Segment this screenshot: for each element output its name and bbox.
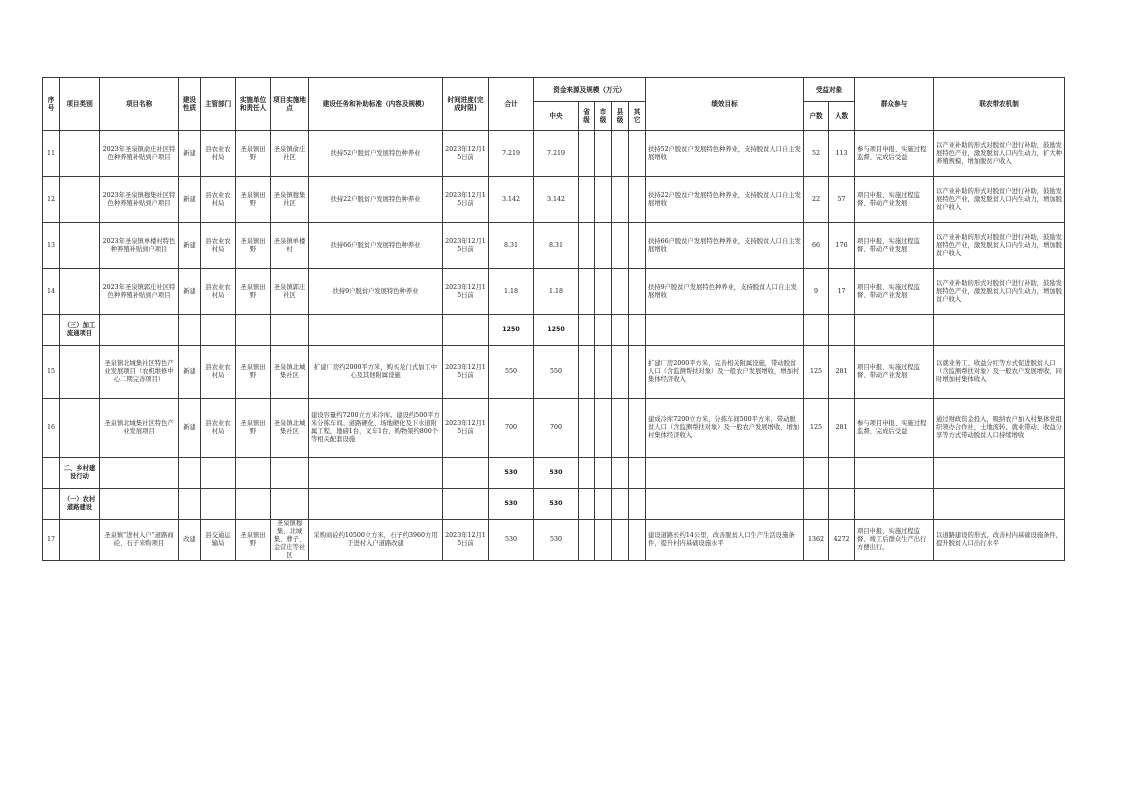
cell-people [829,489,855,520]
header-county: 县级 [612,102,629,131]
cell-province [579,458,595,489]
cell-schedule: 2023年12月15日前 [443,177,489,223]
cell-impl: 圣泉镇田野 [236,177,271,223]
cell-nature [179,458,201,489]
cell-county [612,458,629,489]
cell-people [829,458,855,489]
cell-seq: 11 [43,131,60,177]
cell-category [60,177,100,223]
cell-total: 7.219 [489,131,534,177]
cell-province [579,520,595,561]
header-city: 市级 [595,102,612,131]
cell-seq: 15 [43,346,60,399]
header-row-1 [43,78,1065,102]
cell-central: 7.219 [534,131,579,177]
header-people: 人数 [829,102,855,131]
cell-participation: 项目申报、实施过程监督、带动产业发展 [855,177,934,223]
header-content: 建设任务和补助标准（内容及规模） [309,78,443,131]
cell-location: 圣泉镇北城集社区 [271,346,309,399]
cell-total: 550 [489,346,534,399]
cell-province [579,315,595,346]
cell-city [595,458,612,489]
cell-households: 52 [804,131,829,177]
cell-schedule [443,489,489,520]
cell-content: 采购商砼约10500立方米，石子约3960方用于进村入户道路改建 [309,520,443,561]
table-row [43,399,1065,458]
cell-province [579,223,595,269]
cell-people: 113 [829,131,855,177]
cell-location: 圣泉镇穆集、北城集、曹子、金营庄等社区 [271,520,309,561]
cell-other [629,399,646,458]
table-row [43,131,1065,177]
cell-category [60,131,100,177]
cell-seq: 16 [43,399,60,458]
cell-seq: 14 [43,269,60,315]
cell-participation [855,315,934,346]
cell-central: 530 [534,489,579,520]
cell-province [579,269,595,315]
cell-location: 圣泉镇郭庄社区 [271,269,309,315]
cell-nature: 新建 [179,131,201,177]
cell-other [629,269,646,315]
cell-category [60,269,100,315]
cell-goal: 扶持66户脱贫户发展特色种养业，支持脱贫人口自主发展增收 [646,223,804,269]
cell-goal [646,489,804,520]
cell-dept: 县农业农村局 [201,131,236,177]
category-row [43,315,1065,346]
cell-other [629,177,646,223]
header-beneficiary: 受益对象 [804,78,855,102]
cell-category [60,346,100,399]
cell-goal: 扶持9户脱贫户发展特色种养业，支持脱贫人口自主发展增收 [646,269,804,315]
cell-households: 125 [804,346,829,399]
cell-schedule: 2023年12月15日前 [443,520,489,561]
cell-nature: 新建 [179,223,201,269]
cell-city [595,177,612,223]
cell-province [579,177,595,223]
cell-province [579,131,595,177]
cell-city [595,346,612,399]
cell-participation: 项目申报、实施过程监督、带动产业发展 [855,223,934,269]
cell-people: 281 [829,346,855,399]
cell-other [629,346,646,399]
table-row [43,223,1065,269]
cell-location [271,458,309,489]
cell-central: 1.18 [534,269,579,315]
cell-mechanism: 以产业补助的形式对脱贫户进行补助，鼓励发展特色产业，激发脱贫人口内生动力，扩大种养殖规模，增加脱贫户收入 [934,131,1065,177]
cell-impl [236,489,271,520]
cell-name: 2023年圣泉镇郭庄社区特色种养殖补贴到户项目 [100,269,179,315]
cell-central: 700 [534,399,579,458]
cell-schedule [443,458,489,489]
cell-content: 扶持22户脱贫户发展特色种养业 [309,177,443,223]
cell-mechanism [934,458,1065,489]
cell-content [309,458,443,489]
cell-location [271,489,309,520]
cell-city [595,399,612,458]
cell-mechanism [934,315,1065,346]
cell-other [629,458,646,489]
header-total: 合计 [489,78,534,131]
cell-county [612,177,629,223]
cell-name: 2023年圣泉镇单楼村特色种养殖补贴到户项目 [100,223,179,269]
cell-dept: 县农业农村局 [201,399,236,458]
cell-province [579,489,595,520]
cell-schedule [443,315,489,346]
cell-dept [201,315,236,346]
cell-impl: 圣泉镇田野 [236,520,271,561]
cell-name: 2023年圣泉镇穆集社区特色种养殖补贴到户项目 [100,177,179,223]
cell-county [612,269,629,315]
cell-central: 1250 [534,315,579,346]
cell-category [60,223,100,269]
cell-content: 扩建厂房约2000平方米，购买龙门式加工中心及其他附属设施 [309,346,443,399]
cell-central: 530 [534,520,579,561]
cell-county [612,315,629,346]
cell-county [612,489,629,520]
header-mechanism: 联农带农机制 [934,78,1065,131]
cell-name [100,315,179,346]
cell-category [60,520,100,561]
cell-seq [43,315,60,346]
header-funds: 资金来源及规模（万元） [534,78,646,102]
cell-total: 1.18 [489,269,534,315]
cell-city [595,269,612,315]
cell-mechanism: 以道路建设的形式，改善村内基础设施条件，提升脱贫人口出行水平 [934,520,1065,561]
cell-people: 57 [829,177,855,223]
cell-participation: 参与项目申报、实施过程监督、完成后受益 [855,399,934,458]
cell-location: 圣泉镇穆集社区 [271,177,309,223]
cell-name: 圣泉镇北城集社区特色产业发展项目（农机维修中心二期完善项目） [100,346,179,399]
category-label: 二、乡村建设行动 [60,458,100,489]
cell-content: 扶持52户脱贫户发展特色种养业 [309,131,443,177]
header-province: 省级 [579,102,595,131]
cell-goal: 扩建厂房2000平方米，完善相关附属设施，带动脱贫人口（含监测帮扶对象）及一般农户发展增收，增加村集体经济收入 [646,346,804,399]
cell-category [60,399,100,458]
project-table-sheet [42,77,1065,561]
header-schedule: 时间进度(完成时限) [443,78,489,131]
cell-total: 8.31 [489,223,534,269]
cell-households [804,489,829,520]
cell-goal: 建设道路长约14公里，改善脱贫人口生产生活设施条件，提升村内基础设施水平 [646,520,804,561]
cell-seq: 17 [43,520,60,561]
cell-county [612,223,629,269]
cell-impl: 圣泉镇田野 [236,346,271,399]
cell-county [612,346,629,399]
cell-province [579,399,595,458]
cell-total: 3.142 [489,177,534,223]
cell-people: 176 [829,223,855,269]
cell-city [595,520,612,561]
cell-dept: 县农业农村局 [201,346,236,399]
cell-other [629,131,646,177]
header-location: 项目实施地点 [271,78,309,131]
cell-mechanism: 以产业补助的形式对脱贫户进行补助，鼓励发展特色产业，激发脱贫人口内生动力，增加脱贫户收入 [934,177,1065,223]
header-goal: 绩效目标 [646,78,804,131]
cell-schedule: 2023年12月15日前 [443,399,489,458]
cell-name [100,489,179,520]
header-other: 其它 [629,102,646,131]
cell-dept: 县农业农村局 [201,223,236,269]
header-seq: 序号 [43,78,60,131]
cell-mechanism: 以产业补助的形式对脱贫户进行补助，鼓励发展特色产业，激发脱贫人口内生动力，增加脱贫户收入 [934,223,1065,269]
cell-seq [43,458,60,489]
cell-schedule: 2023年12月15日前 [443,269,489,315]
cell-county [612,399,629,458]
cell-dept [201,458,236,489]
cell-total: 530 [489,520,534,561]
cell-nature: 新建 [179,346,201,399]
header-participation: 群众参与 [855,78,934,131]
cell-content: 扶持66户脱贫户发展特色种养业 [309,223,443,269]
cell-total: 530 [489,458,534,489]
cell-mechanism: 以就业务工、收益分红等方式促进脱贫人口（含监测帮扶对象）及一般农户发展增收，同时增加村集体收入 [934,346,1065,399]
cell-seq: 13 [43,223,60,269]
cell-province [579,346,595,399]
cell-content [309,315,443,346]
cell-dept: 县交通运输局 [201,520,236,561]
table-row [43,346,1065,399]
cell-content: 扶持9户脱贫户发展特色种养业 [309,269,443,315]
cell-total: 1250 [489,315,534,346]
cell-total: 530 [489,489,534,520]
cell-households [804,315,829,346]
header-dept: 主管部门 [201,78,236,131]
cell-dept: 县农业农村局 [201,269,236,315]
cell-goal [646,458,804,489]
cell-participation [855,489,934,520]
cell-mechanism: 以产业补助的形式对脱贫户进行补助，鼓励发展特色产业，激发脱贫人口内生动力，增加脱贫户收入 [934,269,1065,315]
cell-central: 3.142 [534,177,579,223]
cell-impl [236,315,271,346]
cell-seq: 12 [43,177,60,223]
cell-city [595,131,612,177]
cell-name: 圣泉镇北城集社区特色产业发展项目 [100,399,179,458]
cell-households: 125 [804,399,829,458]
cell-households: 22 [804,177,829,223]
cell-other [629,489,646,520]
cell-city [595,315,612,346]
cell-dept [201,489,236,520]
cell-goal: 扶持52户脱贫户发展特色种养业，支持脱贫人口自主发展增收 [646,131,804,177]
cell-households: 66 [804,223,829,269]
cell-other [629,223,646,269]
cell-households: 9 [804,269,829,315]
cell-impl: 圣泉镇田野 [236,269,271,315]
cell-central: 530 [534,458,579,489]
cell-people [829,315,855,346]
project-table [42,77,1065,561]
table-row [43,269,1065,315]
cell-people: 4272 [829,520,855,561]
cell-nature [179,315,201,346]
cell-content: 建设容量约7200立方米冷库。建设约500平方米分拣车间。道路硬化、场地硬化及下水道附属工程，地磅1台，叉车1台，购物架约800个等相关配套设施 [309,399,443,458]
category-label: （三）加工流通项目 [60,315,100,346]
cell-central: 8.31 [534,223,579,269]
cell-households [804,458,829,489]
cell-households: 1362 [804,520,829,561]
cell-other [629,520,646,561]
cell-goal: 建成冷库7200立方米，分拣车间500平方米，带动脱贫人口（含监测帮扶对象）及一般农户发展增收，增加村集体经济收入 [646,399,804,458]
cell-nature: 新建 [179,269,201,315]
header-category: 项目类别 [60,78,100,131]
cell-location: 圣泉镇北城集社区 [271,399,309,458]
cell-seq [43,489,60,520]
cell-participation: 参与项目申报、实施过程监督、完成后受益 [855,131,934,177]
cell-schedule: 2023年12月15日前 [443,131,489,177]
cell-mechanism: 通过财政资金投入，吸纳农户加入村集体党组织领办合作社，土地流转、就业带动、收益分享等方式带动脱贫人口持续增收 [934,399,1065,458]
cell-participation: 项目申报、实施过程监督、竣工后群众生产出行方便出行。 [855,520,934,561]
cell-content [309,489,443,520]
cell-central: 550 [534,346,579,399]
cell-schedule: 2023年12月15日前 [443,223,489,269]
cell-schedule: 2023年12月15日前 [443,346,489,399]
cell-impl: 圣泉镇田野 [236,131,271,177]
cell-other [629,315,646,346]
cell-total: 700 [489,399,534,458]
table-row [43,177,1065,223]
header-households: 户数 [804,102,829,131]
cell-nature: 改建 [179,520,201,561]
category-row [43,489,1065,520]
cell-name [100,458,179,489]
cell-city [595,223,612,269]
cell-impl: 圣泉镇田野 [236,399,271,458]
header-nature: 建设性质 [179,78,201,131]
cell-name: 2023年圣泉镇俞庄社区特色种养殖补贴到户项目 [100,131,179,177]
cell-mechanism [934,489,1065,520]
cell-county [612,520,629,561]
cell-impl: 圣泉镇田野 [236,223,271,269]
cell-people: 281 [829,399,855,458]
header-impl-unit: 实施单位和责任人 [236,78,271,131]
cell-people: 17 [829,269,855,315]
cell-nature: 新建 [179,177,201,223]
cell-participation: 项目申报、实施过程监督、带动产业发展 [855,269,934,315]
cell-dept: 县农业农村局 [201,177,236,223]
cell-location: 圣泉镇单楼村 [271,223,309,269]
category-row [43,458,1065,489]
cell-city [595,489,612,520]
cell-participation: 项目申报、实施过程监督、带动产业发展 [855,346,934,399]
category-label: （一）农村道路建设 [60,489,100,520]
header-name: 项目名称 [100,78,179,131]
cell-goal [646,315,804,346]
table-row [43,520,1065,561]
cell-nature: 新建 [179,399,201,458]
cell-nature [179,489,201,520]
cell-participation [855,458,934,489]
cell-goal: 扶持22户脱贫户发展特色种养业，支持脱贫人口自主发展增收 [646,177,804,223]
cell-impl [236,458,271,489]
header-central: 中央 [534,102,579,131]
cell-location [271,315,309,346]
cell-name: 圣泉镇“进村入户”道路商砼、石子米购项目 [100,520,179,561]
cell-county [612,131,629,177]
cell-location: 圣泉镇俞庄社区 [271,131,309,177]
